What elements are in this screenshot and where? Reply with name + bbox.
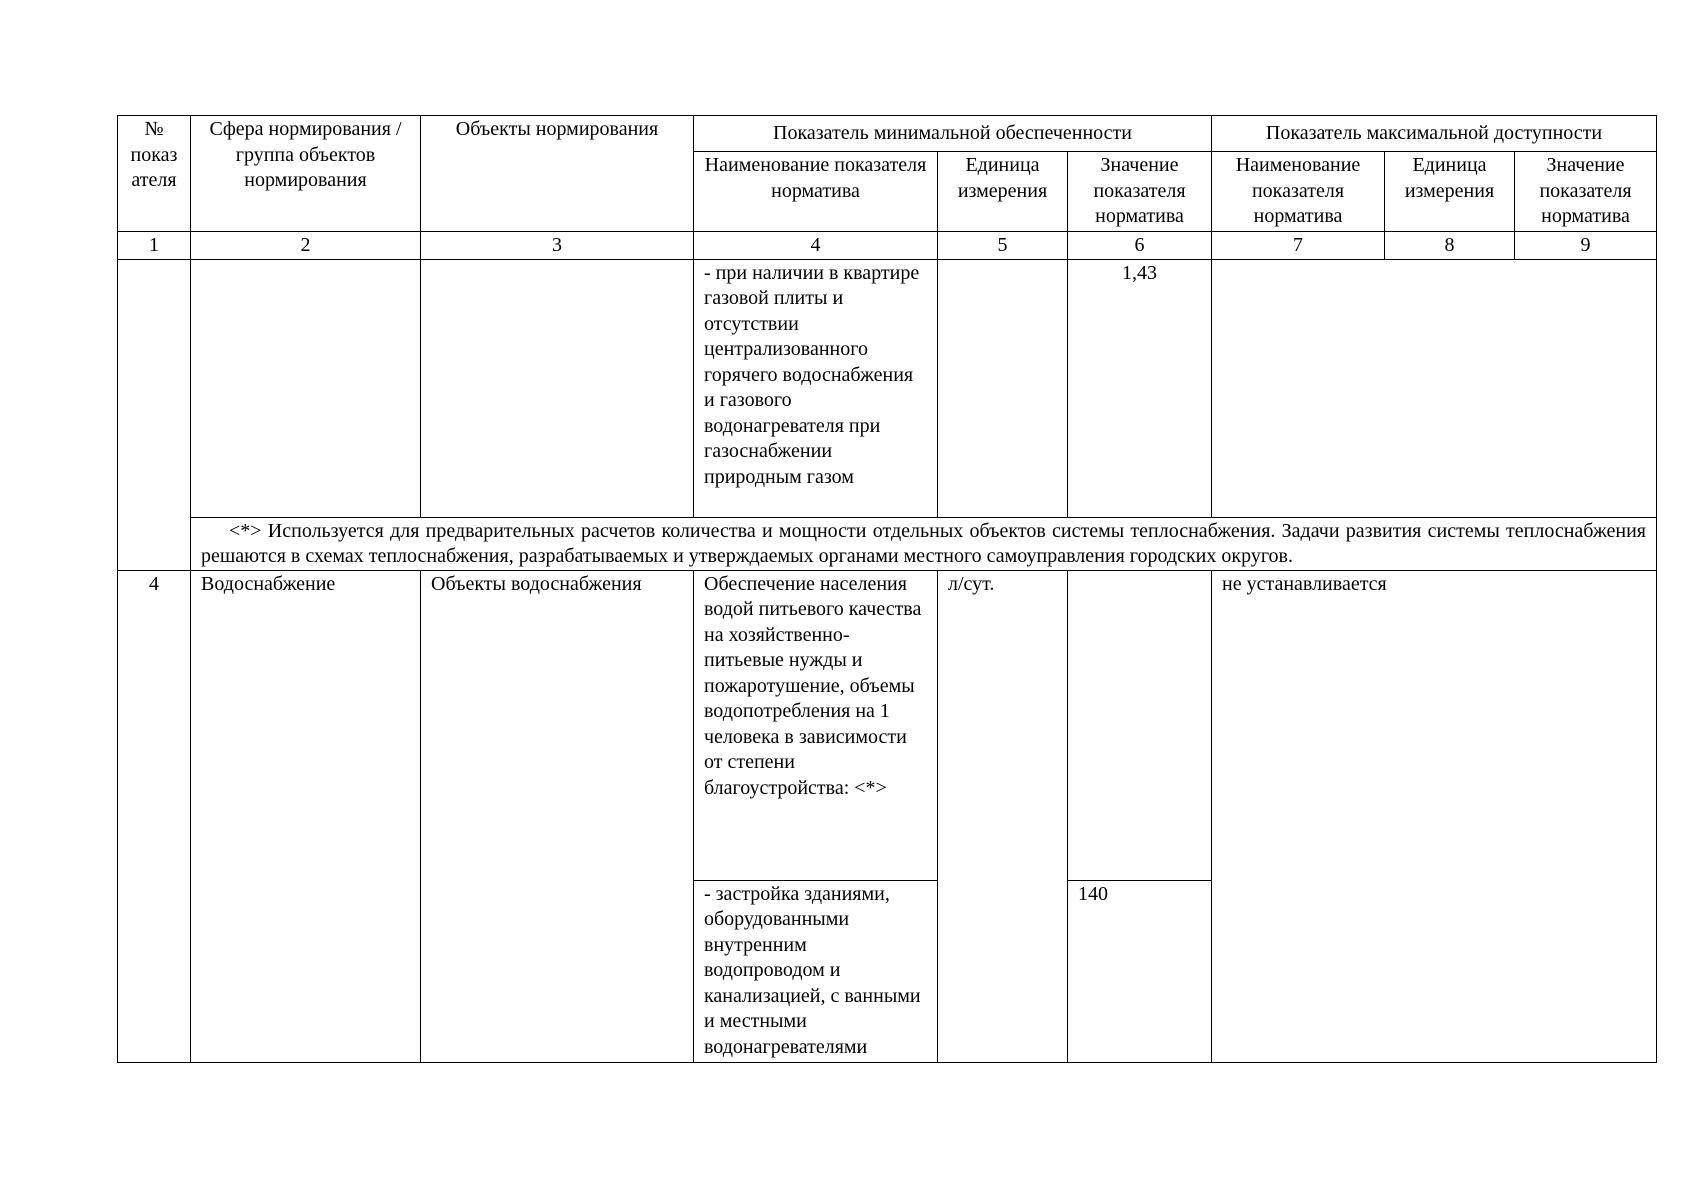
row-gas-unit-empty	[938, 259, 1068, 517]
header-col-objects: Объекты нормирования	[421, 116, 694, 232]
row-gas-name: - при наличии в квартире газовой плиты и отсутствии централизованного горячего водоснабжения и газового водонагревателя при газоснабжении природным газом	[694, 259, 938, 517]
header-group-min: Показатель минимальной обеспеченности	[694, 116, 1212, 152]
column-number-cell: 3	[421, 232, 694, 260]
row-sphere-cell-empty	[191, 259, 421, 517]
table-row	[118, 570, 1657, 880]
header-col-sphere: Сфера нормирования / группа объектов нормирования	[191, 116, 421, 232]
column-number-cell: 1	[118, 232, 191, 260]
header-min-unit: Единица измерения	[938, 152, 1068, 232]
header-min-value: Значение показателя норматива	[1068, 152, 1212, 232]
row-objects-cell-empty	[421, 259, 694, 517]
row-number: 4	[118, 570, 191, 1062]
row-gas-value: 1,43	[1068, 259, 1212, 517]
row-sphere: Водоснабжение	[191, 570, 421, 1062]
footnote-heat-supply: <*> Используется для предварительных расчетов количества и мощности отдельных объектов системы теплоснабжения. Задачи развития системы теплоснабжения решаются в схемах теплоснабжения, разрабатываемых и утверждаемых органами местного самоуправления городских округов.	[191, 517, 1657, 570]
header-max-value: Значение показателя норматива	[1515, 152, 1657, 232]
column-number-cell: 9	[1515, 232, 1657, 260]
row-water-max: не устанавливается	[1212, 570, 1657, 1062]
row-water-sub-name: - застройка зданиями, оборудованными внутренним водопроводом и канализацией, с ванными и местными водонагревателями	[694, 880, 938, 1062]
column-number-cell: 8	[1385, 232, 1515, 260]
header-max-unit: Единица измерения	[1385, 152, 1515, 232]
document-page	[117, 115, 1656, 1063]
column-number-cell: 7	[1212, 232, 1385, 260]
table-row	[118, 259, 1657, 517]
row-water-name: Обеспечение населения водой питьевого качества на хозяйственно-питьевые нужды и пожаротушение, объемы водопотребления на 1 человека в зависимости от степени благоустройства: <*>	[694, 570, 938, 880]
row-objects: Объекты водоснабжения	[421, 570, 694, 1062]
row-water-sub-value: 140	[1068, 880, 1212, 1062]
row-number-cell-empty	[118, 259, 191, 570]
column-number-cell: 2	[191, 232, 421, 260]
table-row	[118, 517, 1657, 570]
column-number-cell: 6	[1068, 232, 1212, 260]
row-gas-max-empty	[1212, 259, 1657, 517]
column-number-cell: 4	[694, 232, 938, 260]
header-min-name: Наименование показателя норматива	[694, 152, 938, 232]
row-water-value-empty	[1068, 570, 1212, 880]
row-water-unit: л/сут.	[938, 570, 1068, 1062]
column-numbers-row	[118, 232, 1657, 260]
header-max-name: Наименование показателя норматива	[1212, 152, 1385, 232]
norms-table	[117, 115, 1657, 1063]
column-number-cell: 5	[938, 232, 1068, 260]
header-col-number: № показателя	[118, 116, 191, 232]
header-row-1	[118, 116, 1657, 152]
header-group-max: Показатель максимальной доступности	[1212, 116, 1657, 152]
